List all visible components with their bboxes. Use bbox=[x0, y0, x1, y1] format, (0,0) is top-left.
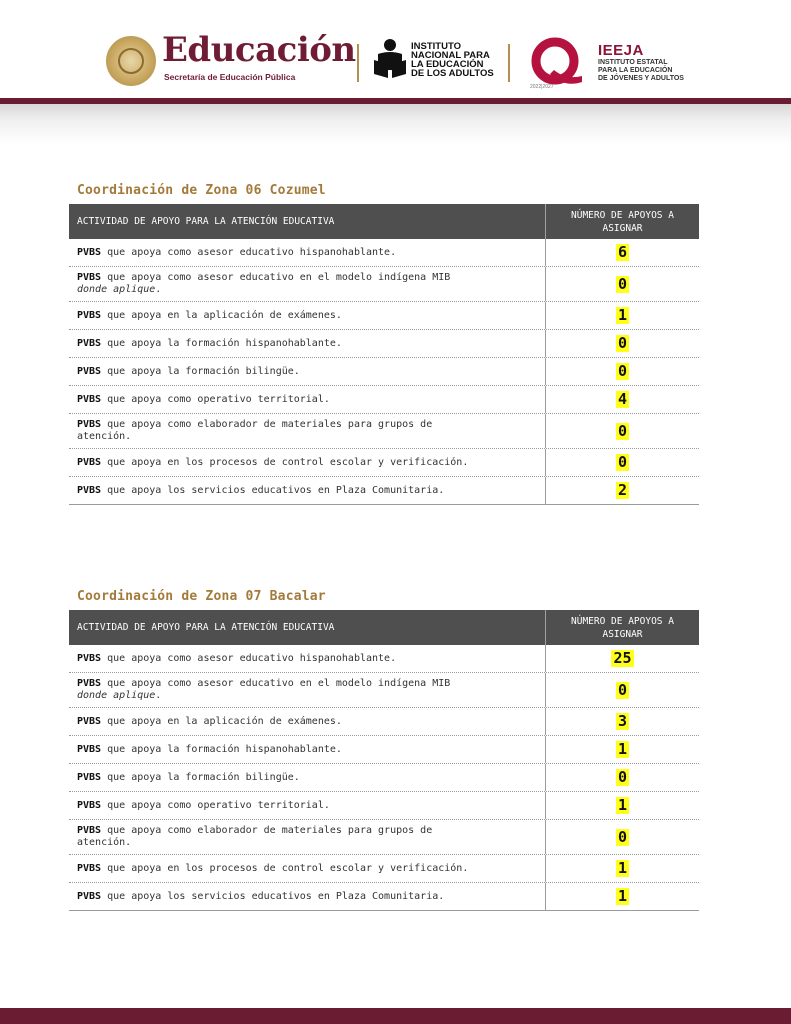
count-cell bbox=[546, 883, 699, 910]
count-value: 1 bbox=[617, 796, 628, 814]
count-value: 0 bbox=[617, 274, 628, 293]
ieeja-line-3: DE JÓVENES Y ADULTOS bbox=[598, 75, 684, 82]
logo-divider bbox=[508, 44, 510, 82]
ieeja-logo bbox=[598, 42, 684, 83]
activity-cell: PVBS que apoya en la aplicación de exámenes. bbox=[69, 708, 546, 735]
column-header-count: NÚMERO DE APOYOS A ASIGNAR bbox=[571, 615, 674, 640]
count-cell bbox=[546, 414, 699, 448]
q-logo-tagline: 2022|2027 bbox=[530, 84, 554, 90]
count-value: 0 bbox=[617, 680, 628, 699]
ieeja-line-1: INSTITUTO ESTATAL bbox=[598, 59, 668, 66]
activity-cell: PVBS que apoya como elaborador de materiales para grupos de atención. bbox=[69, 820, 546, 854]
table-row bbox=[69, 330, 699, 358]
activity-cell: PVBS que apoya como operativo territorial. bbox=[69, 386, 546, 413]
table-row bbox=[69, 792, 699, 820]
table-row bbox=[69, 764, 699, 792]
activity-cell: PVBS que apoya como asesor educativo en el modelo indígena MIB donde aplique. bbox=[69, 267, 546, 301]
activity-cell: PVBS que apoya como elaborador de materiales para grupos de atención. bbox=[69, 414, 546, 448]
mexico-seal-icon bbox=[106, 36, 156, 86]
activity-cell: PVBS que apoya los servicios educativos en Plaza Comunitaria. bbox=[69, 883, 546, 910]
count-cell bbox=[546, 792, 699, 819]
activity-cell: PVBS que apoya en los procesos de control escolar y verificación. bbox=[69, 855, 546, 882]
count-value: 2 bbox=[617, 481, 628, 499]
activity-cell: PVBS que apoya los servicios educativos en Plaza Comunitaria. bbox=[69, 477, 546, 504]
count-cell bbox=[546, 477, 699, 504]
section-title-cozumel: Coordinación de Zona 06 Cozumel bbox=[77, 183, 326, 198]
count-cell bbox=[546, 645, 699, 672]
table-row bbox=[69, 358, 699, 386]
table-cozumel bbox=[69, 204, 699, 505]
count-value: 0 bbox=[617, 453, 628, 471]
activity-cell: PVBS que apoya como asesor educativo hispanohablante. bbox=[69, 645, 546, 672]
table-row bbox=[69, 386, 699, 414]
column-header-activity: ACTIVIDAD DE APOYO PARA LA ATENCIÓN EDUCATIVA bbox=[69, 610, 546, 645]
count-value: 1 bbox=[617, 740, 628, 758]
count-cell bbox=[546, 302, 699, 329]
activity-cell: PVBS que apoya como operativo territorial. bbox=[69, 792, 546, 819]
count-value: 1 bbox=[617, 859, 628, 877]
count-cell bbox=[546, 708, 699, 735]
table-row bbox=[69, 414, 699, 449]
count-value: 0 bbox=[617, 827, 628, 846]
activity-cell: PVBS que apoya como asesor educativo hispanohablante. bbox=[69, 239, 546, 266]
table-header bbox=[69, 610, 699, 645]
table-row bbox=[69, 645, 699, 673]
logo-divider bbox=[357, 44, 359, 82]
count-value: 1 bbox=[617, 306, 628, 324]
column-header-activity: ACTIVIDAD DE APOYO PARA LA ATENCIÓN EDUCATIVA bbox=[69, 204, 546, 239]
column-header-count: NÚMERO DE APOYOS A ASIGNAR bbox=[571, 209, 674, 234]
count-cell bbox=[546, 736, 699, 763]
table-row bbox=[69, 477, 699, 505]
footer-brand-bar bbox=[0, 1008, 791, 1024]
activity-cell: PVBS que apoya la formación hispanohablante. bbox=[69, 330, 546, 357]
ieeja-line-2: PARA LA EDUCACIÓN bbox=[598, 67, 673, 74]
table-row bbox=[69, 708, 699, 736]
count-cell bbox=[546, 449, 699, 476]
count-cell bbox=[546, 267, 699, 301]
table-row bbox=[69, 673, 699, 708]
count-cell bbox=[546, 764, 699, 791]
section-title-bacalar: Coordinación de Zona 07 Bacalar bbox=[77, 589, 326, 604]
sep-logo-title: Educación bbox=[162, 30, 356, 70]
count-cell bbox=[546, 820, 699, 854]
count-value: 0 bbox=[617, 334, 628, 352]
table-row bbox=[69, 267, 699, 302]
table-row bbox=[69, 302, 699, 330]
count-cell bbox=[546, 358, 699, 385]
count-cell bbox=[546, 239, 699, 266]
activity-cell: PVBS que apoya la formación hispanohablante. bbox=[69, 736, 546, 763]
count-cell bbox=[546, 330, 699, 357]
activity-cell: PVBS que apoya en los procesos de control escolar y verificación. bbox=[69, 449, 546, 476]
ieeja-title: IEEJA bbox=[598, 42, 644, 59]
count-value: 0 bbox=[617, 768, 628, 786]
activity-cell: PVBS que apoya como asesor educativo en el modelo indígena MIB donde aplique. bbox=[69, 673, 546, 707]
table-header bbox=[69, 204, 699, 239]
table-row bbox=[69, 883, 699, 911]
inea-logo-text: INSTITUTO NACIONAL PARA LA EDUCACIÓN DE LOS ADULTOS bbox=[411, 41, 494, 79]
table-row bbox=[69, 855, 699, 883]
count-cell bbox=[546, 855, 699, 882]
count-value: 4 bbox=[617, 390, 628, 408]
activity-cell: PVBS que apoya la formación bilingüe. bbox=[69, 358, 546, 385]
count-value: 6 bbox=[617, 243, 628, 261]
header-shadow bbox=[0, 104, 791, 144]
table-row bbox=[69, 449, 699, 477]
table-row bbox=[69, 820, 699, 855]
count-value: 0 bbox=[617, 362, 628, 380]
page-header bbox=[0, 0, 791, 100]
count-cell bbox=[546, 673, 699, 707]
activity-cell: PVBS que apoya la formación bilingüe. bbox=[69, 764, 546, 791]
count-cell bbox=[546, 386, 699, 413]
table-bacalar bbox=[69, 610, 699, 911]
activity-cell: PVBS que apoya en la aplicación de exámenes. bbox=[69, 302, 546, 329]
table-row bbox=[69, 736, 699, 764]
table-row bbox=[69, 239, 699, 267]
count-value: 1 bbox=[617, 887, 628, 905]
count-value: 3 bbox=[617, 712, 628, 730]
count-value: 25 bbox=[613, 649, 632, 667]
inea-reader-icon bbox=[372, 38, 408, 80]
count-value: 0 bbox=[617, 421, 628, 440]
sep-logo-subtitle: Secretaría de Educación Pública bbox=[164, 72, 296, 82]
